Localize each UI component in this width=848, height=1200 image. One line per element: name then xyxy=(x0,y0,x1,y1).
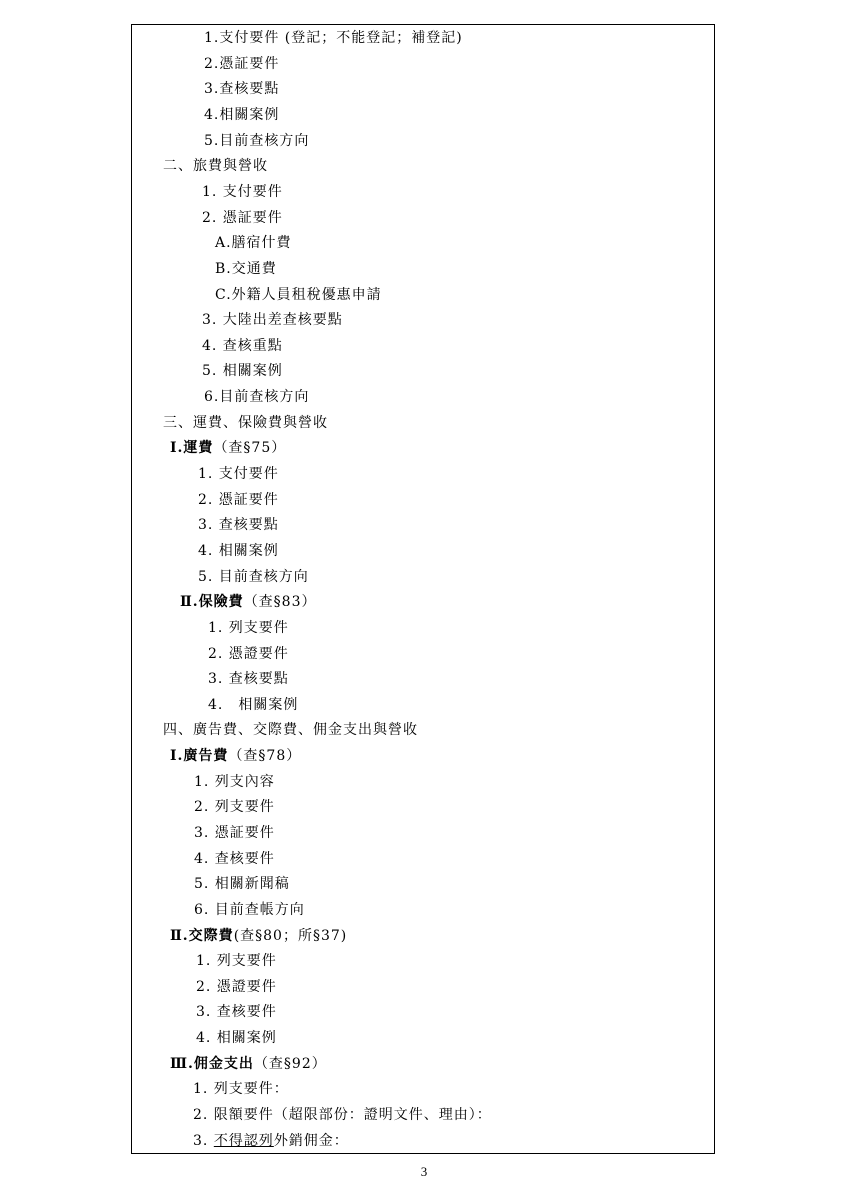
subsection-title: Ⅰ.廣告費 xyxy=(170,748,229,764)
subsection-ref: （查§83） xyxy=(243,594,317,610)
subsection-ref: （查§75） xyxy=(213,440,287,456)
outline-line: 1. 支付要件 xyxy=(202,184,283,200)
outline-line: 3. 查核要件 xyxy=(196,1004,277,1020)
subsection-heading xyxy=(180,592,317,612)
underlined-text: 不得認列 xyxy=(213,1133,274,1149)
outline-line: 1. 列支要件 xyxy=(196,953,277,969)
outline-line: 3. 查核要點 xyxy=(208,671,289,687)
subsection-title: Ⅱ.保險費 xyxy=(180,594,244,610)
outline-line xyxy=(193,1131,349,1151)
subsection-heading xyxy=(170,746,301,766)
outline-line: 6.目前查核方向 xyxy=(204,389,310,405)
outline-line: 2.憑証要件 xyxy=(204,56,280,72)
subsection-ref: （查§78） xyxy=(228,748,302,764)
item-rest: 外銷佣金： xyxy=(273,1133,349,1149)
outline-line: 4. 相關案例 xyxy=(196,1030,277,1046)
section-heading: 三、運費、保險費與營收 xyxy=(163,415,328,431)
outline-line: 2. 憑証要件 xyxy=(202,210,283,226)
outline-line: 2. 憑證要件 xyxy=(208,646,289,662)
outline-line: 2. 憑証要件 xyxy=(198,492,279,508)
outline-line: 1. 列支內容 xyxy=(194,774,275,790)
outline-line: 1.支付要件 (登記；不能登記；補登記) xyxy=(204,30,463,46)
outline-line: 2. 憑證要件 xyxy=(196,979,277,995)
subsection-heading xyxy=(170,926,347,946)
outline-subline: B.交通費 xyxy=(215,261,277,277)
outline-line: 2. 限額要件（超限部份：證明文件、理由）： xyxy=(193,1107,492,1123)
outline-line: 4. 相關案例 xyxy=(208,697,299,713)
outline-line: 3. 查核要點 xyxy=(198,517,279,533)
page-number: 3 xyxy=(420,1164,428,1179)
outline-subline: A.膳宿什費 xyxy=(215,235,292,251)
outline-line: 5. 相關新聞稿 xyxy=(194,876,290,892)
outline-line: 4.相關案例 xyxy=(204,107,280,123)
subsection-ref: （查§92） xyxy=(253,1056,327,1072)
subsection-ref: (查§80；所§37) xyxy=(233,928,348,944)
outline-line: 5.目前查核方向 xyxy=(204,133,310,149)
outline-subline: C.外籍人員租稅優惠申請 xyxy=(215,287,382,303)
outline-line: 5. 相關案例 xyxy=(202,363,283,379)
outline-line: 6. 目前查帳方向 xyxy=(194,902,305,918)
subsection-heading xyxy=(170,438,286,458)
subsection-title: Ⅲ.佣金支出 xyxy=(170,1056,254,1072)
item-prefix: 3. xyxy=(193,1133,214,1149)
outline-line: 1. 列支要件 xyxy=(208,620,289,636)
outline-line: 2. 列支要件 xyxy=(194,799,275,815)
section-heading: 四、廣告費、交際費、佣金支出與營收 xyxy=(163,722,418,738)
outline-line: 1. 列支要件： xyxy=(193,1081,289,1097)
outline-line: 4. 查核重點 xyxy=(202,338,283,354)
outline-line: 5. 目前查核方向 xyxy=(198,569,309,585)
subsection-heading xyxy=(170,1054,327,1074)
subsection-title: Ⅰ.運費 xyxy=(170,440,214,456)
outline-line: 3.查核要點 xyxy=(204,81,280,97)
section-heading: 二、旅費與營收 xyxy=(163,158,268,174)
outline-line: 3. 憑証要件 xyxy=(194,825,275,841)
outline-line: 3. 大陸出差查核要點 xyxy=(202,312,343,328)
subsection-title: Ⅱ.交際費 xyxy=(170,928,234,944)
outline-line: 4. 相關案例 xyxy=(198,543,279,559)
outline-line: 1. 支付要件 xyxy=(198,466,279,482)
outline-line: 4. 查核要件 xyxy=(194,851,275,867)
